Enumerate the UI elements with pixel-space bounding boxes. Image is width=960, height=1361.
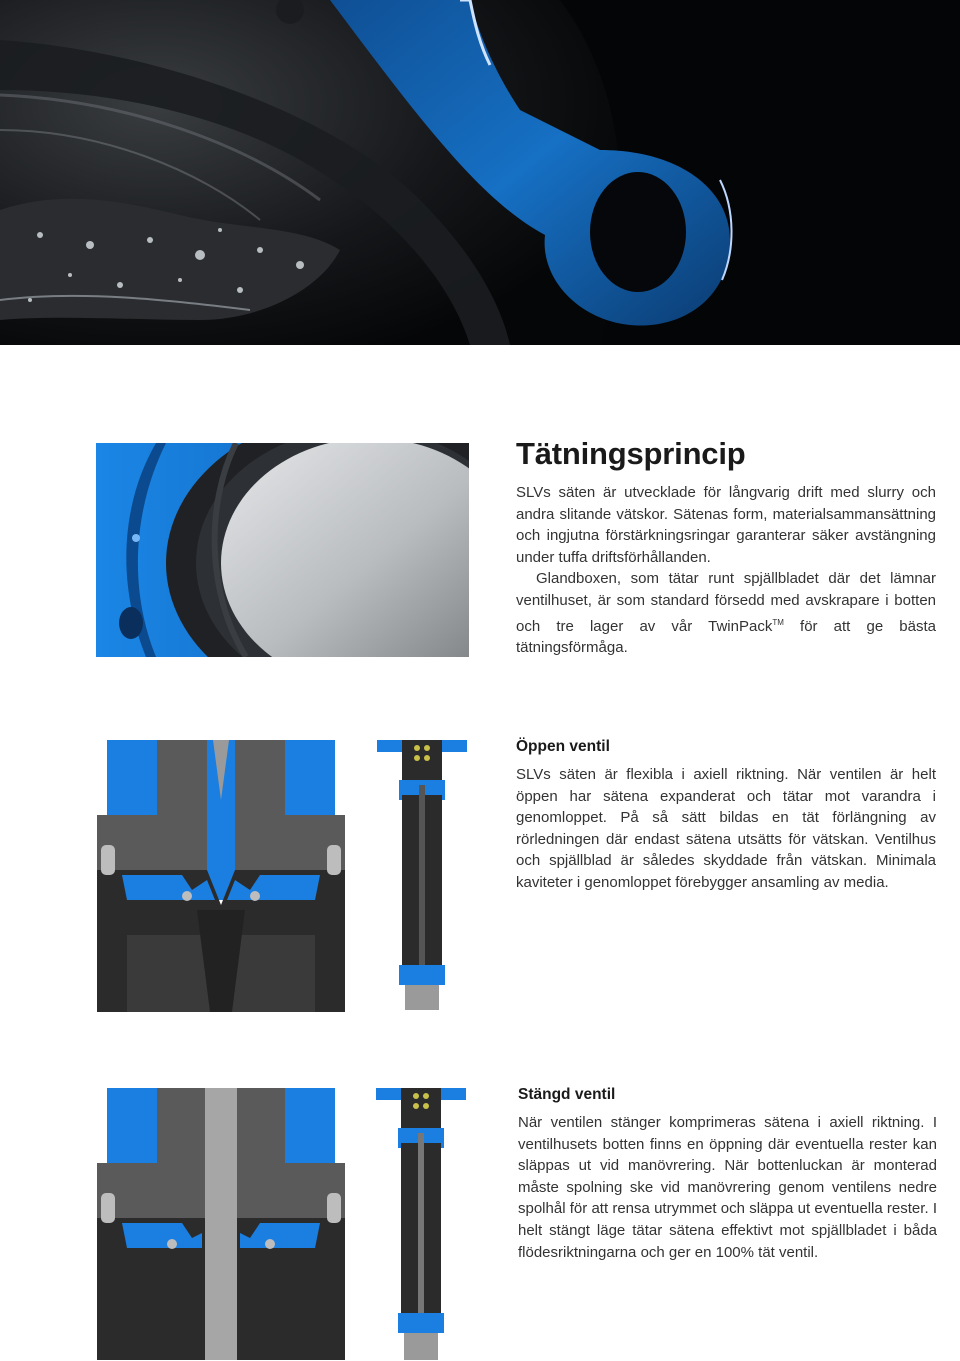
- valve-seat-photo: [96, 443, 469, 657]
- intro-text: [516, 482, 936, 659]
- trademark-mark: TM: [772, 617, 784, 627]
- closed-valve-section-diagram: [376, 1088, 466, 1360]
- page-title: Tätningsprincip: [516, 436, 746, 471]
- closed-valve-text: När ventilen stänger komprimeras sätena i axiell riktning. I ventilhusets botten finns en öppning där eventuella rester kan släppas ut vid manövrering. När bottenluckan är monterad måste spolning ske vid manövrering genom ventilens nedre spolhål för att rensa utrymmet och släppa ut eventuella rester. I helt stängt läge tätar sätena effektivt mot spjällbladet i båda flödesriktningarna och ger en 100% tät ventil.: [518, 1114, 937, 1261]
- open-valve-section-diagram: [377, 740, 467, 1010]
- hero-valve-photo: [0, 0, 960, 345]
- intro-paragraph-1: SLVs säten är utvecklade för långvarig drift med slurry och andra slitande vätskor. Sätenas form, materialsammansättning och ingjutna förstärkningsringar garanterar säker avstängning under tuffa driftsförhållanden.: [516, 484, 936, 566]
- open-valve-text: SLVs säten är flexibla i axiell riktning. När ventilen är helt öppen har sätena expanderat och tätar mot varandra i genomloppet. På så sätt bildas en tät förlängning av rörledningen där endast sätena utsätts för vätskan. Ventilhus och spjällblad är således skyddade från vätskan. Minimala kaviteter i genomloppet förebygger ansamling av media.: [516, 766, 936, 891]
- intro-paragraph-2: [516, 568, 936, 658]
- intro-paragraph-2-start: Glandboxen, som tätar runt spjällbladet där det lämnar ventilhuset, är som standard försedd med avskrapare i botten och tre lager av vår TwinPack: [516, 570, 936, 635]
- open-valve-heading: Öppen ventil: [516, 738, 610, 755]
- closed-valve-heading: Stängd ventil: [518, 1086, 616, 1103]
- closed-valve-seat-diagram: [97, 1088, 345, 1360]
- intro-paragraph-2-end: för att ge bästa tätningsförmåga.: [516, 617, 936, 657]
- open-valve-seat-diagram: [97, 740, 345, 1012]
